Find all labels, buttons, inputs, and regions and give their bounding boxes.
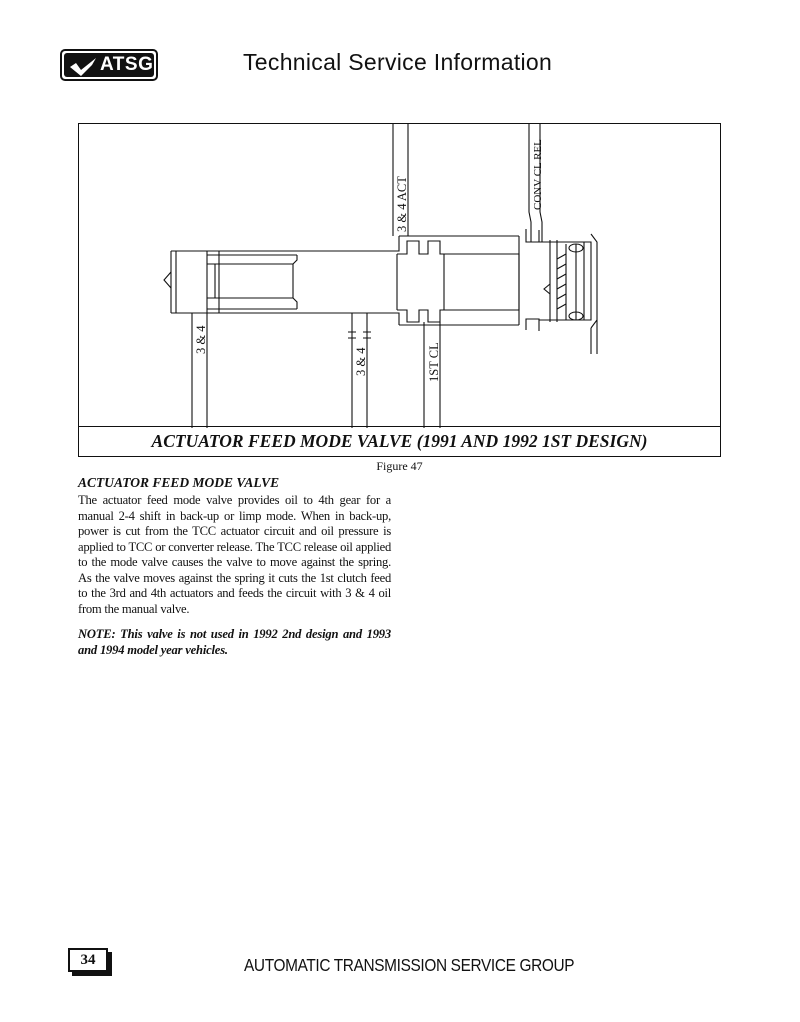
port-channels bbox=[192, 124, 542, 428]
section-heading: ACTUATOR FEED MODE VALVE bbox=[78, 475, 280, 490]
footer-organization: AUTOMATIC TRANSMISSION SERVICE GROUP bbox=[244, 955, 575, 975]
label-3-4-left: 3 & 4 bbox=[194, 325, 208, 354]
page-number: 34 bbox=[68, 948, 108, 972]
label-1st-cl: 1ST CL bbox=[427, 342, 441, 382]
valve-diagram bbox=[79, 124, 722, 428]
valve-bore-outline bbox=[164, 236, 399, 325]
figure-number: Figure 47 bbox=[376, 459, 423, 473]
atsg-logo bbox=[60, 49, 158, 81]
valve-spool-left-land bbox=[207, 251, 297, 313]
label-conv-cl-rel: CONV CL REL bbox=[532, 139, 544, 210]
page-title: Technical Service Information bbox=[243, 49, 553, 75]
valve-spool-middle-land bbox=[397, 241, 519, 322]
figure-caption: ACTUATOR FEED MODE VALVE (1991 AND 1992 1ST DESIGN) bbox=[79, 426, 720, 456]
label-3-4-act: 3 & 4 ACT bbox=[395, 176, 409, 232]
label-3-4-mid: 3 & 4 bbox=[354, 347, 368, 376]
body-paragraph: The actuator feed mode valve provides oil to 4th gear for a manual 2-4 shift in back-up or limp mode. When in back-up, power is cut from the TCC actuator circuit and oil pressure is applied to TCC or converter release. The TCC release oil applied to the mode valve causes the valve to move against the spring. As the valve moves against the spring it cuts the 1st clutch feed to the 3rd and 4th actuators and feeds the circuit with 3 & 4 oil from the manual valve. bbox=[78, 493, 391, 616]
note-paragraph: NOTE: This valve is not used in 1992 2nd design and 1993 and 1994 model year vehicles. bbox=[78, 627, 391, 657]
figure-box bbox=[78, 123, 721, 457]
logo-text: ATSG bbox=[100, 54, 154, 75]
valve-spring-section bbox=[519, 229, 597, 354]
